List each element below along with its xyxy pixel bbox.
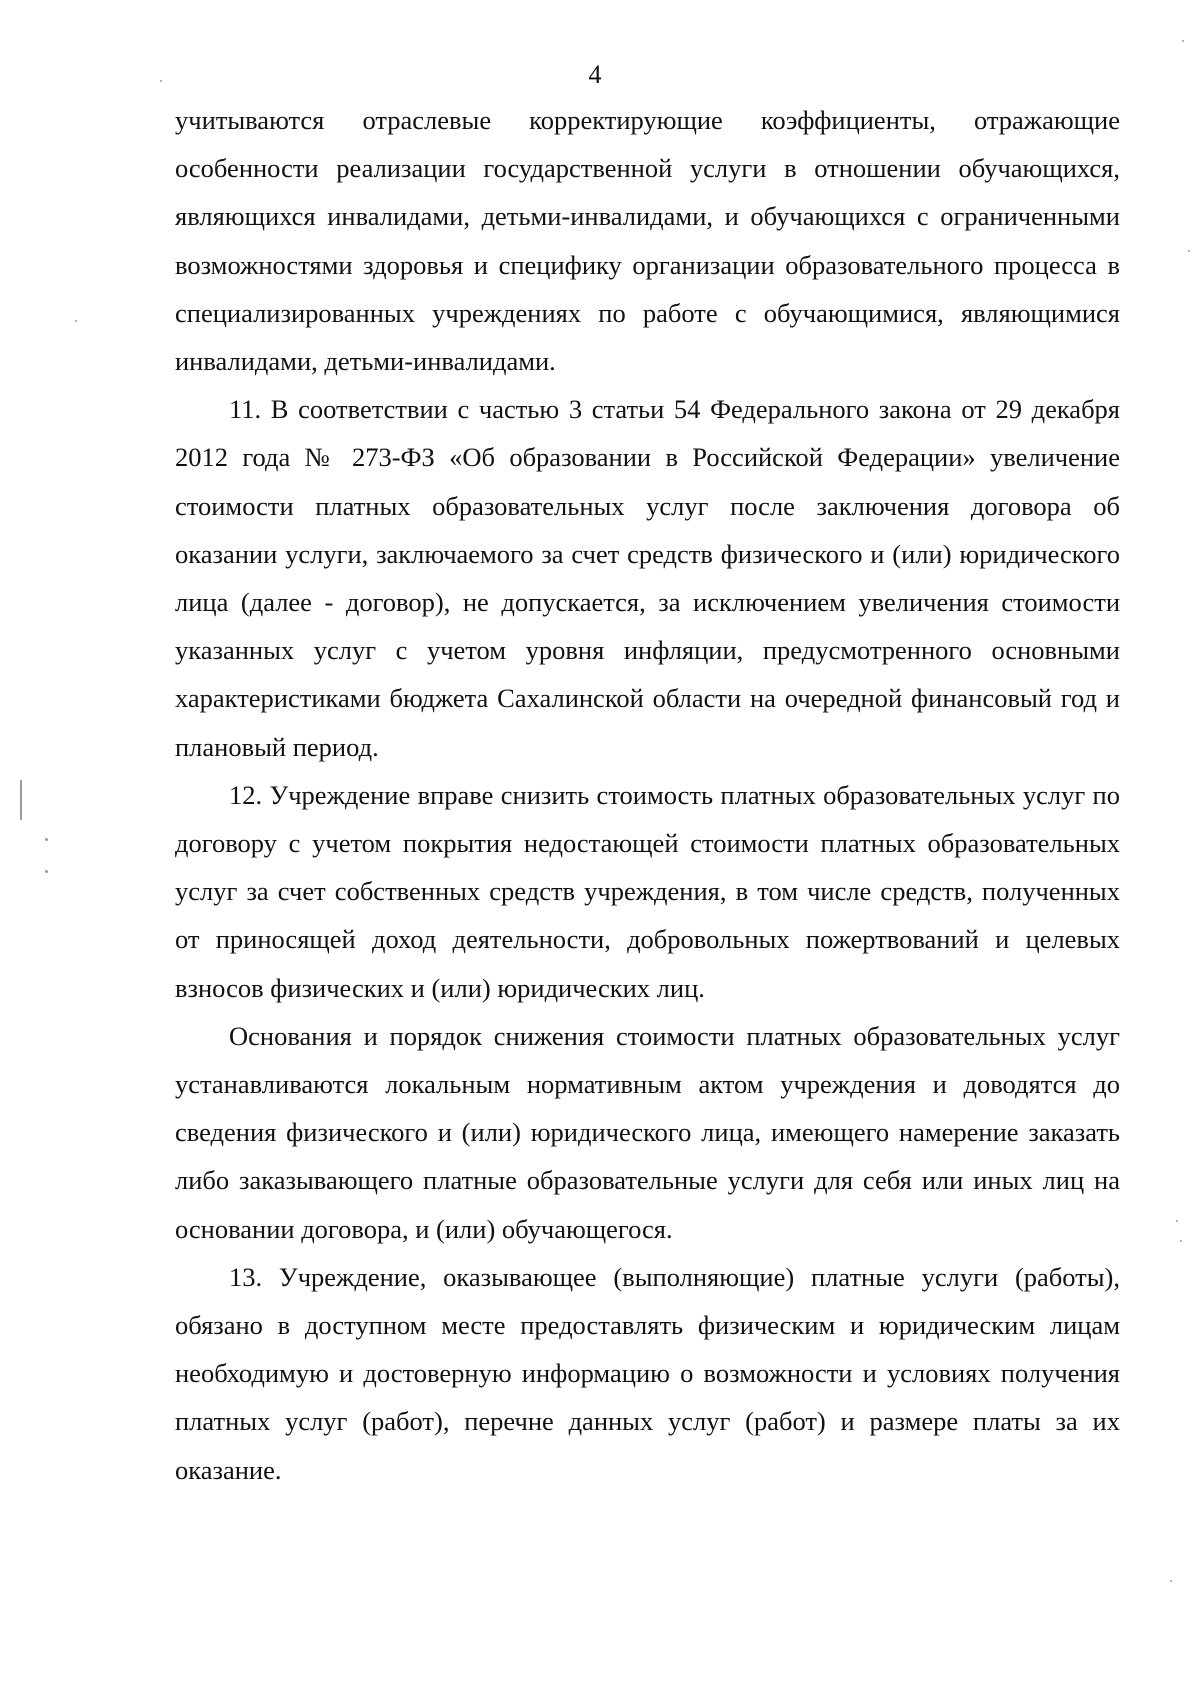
paragraph-item-13: 13. Учреждение, оказывающее (выполняющие) платные услуги (работы), обязано в доступном месте предоставлять физическим и юридическим лицам необходимую и достоверную информацию о возможности и условиях получения платных услуг (работ), перечне данных услуг (работ) и размере платы за их оказание.	[175, 1261, 1120, 1485]
paragraph-item-12: 12. Учреждение вправе снизить стоимость платных образовательных услуг по договору с учетом покрытия недостающей стоимости платных образовательных услуг за счет собственных средств учреждения, в том числе средств, полученных от приносящей доход деятельности, добровольных пожертвований и целевых взносов физических и (или) юридических лиц.	[175, 779, 1120, 1003]
document-body	[175, 96, 1120, 1494]
paragraph-item-11: 11. В соответствии с частью 3 статьи 54 Федерального закона от 29 декабря 2012 года № 273-ФЗ «Об образовании в Российской Федерации» увеличение стоимости платных образовательных услуг после заключения договора об оказании услуги, заключаемого за счет средств физического и (или) юридического лица (далее - договор), не допускается, за исключением увеличения стоимости указанных услуг с учетом уровня инфляции, предусмотренного основными характеристиками бюджета Сахалинской области на очередной финансовый год и плановый период.	[175, 394, 1120, 762]
page-number: 4	[588, 60, 602, 89]
scan-speck	[45, 838, 48, 841]
scan-speck	[1176, 1220, 1178, 1222]
scan-speck	[1188, 250, 1190, 252]
paragraph-continuation: учитываются отраслевые корректирующие коэффициенты, отражающие особенности реализации государственной услуги в отношении обучающихся, являющихся инвалидами, детьми-инвалидами, и обучающихся с ограниченными возможностями здоровья и специфику организации образовательного процесса в специализированных учреждениях по работе с обучающимися, являющимися инвалидами, детьми-инвалидами.	[175, 105, 1120, 377]
scan-speck	[45, 870, 48, 873]
scan-speck	[20, 780, 22, 820]
scan-speck	[75, 320, 77, 322]
scan-speck	[1170, 1580, 1172, 1582]
scan-speck	[1180, 1240, 1182, 1242]
paragraph-item-12-basis: Основания и порядок снижения стоимости платных образовательных услуг устанавливаются локальным нормативным актом учреждения и доводятся до сведения физического и (или) юридического лица, имеющего намерение заказать либо заказывающего платные образовательные услуги для себя или иных лиц на основании договора, и (или) обучающегося.	[175, 1020, 1120, 1244]
scan-speck	[1182, 40, 1184, 42]
scan-speck	[160, 80, 162, 82]
